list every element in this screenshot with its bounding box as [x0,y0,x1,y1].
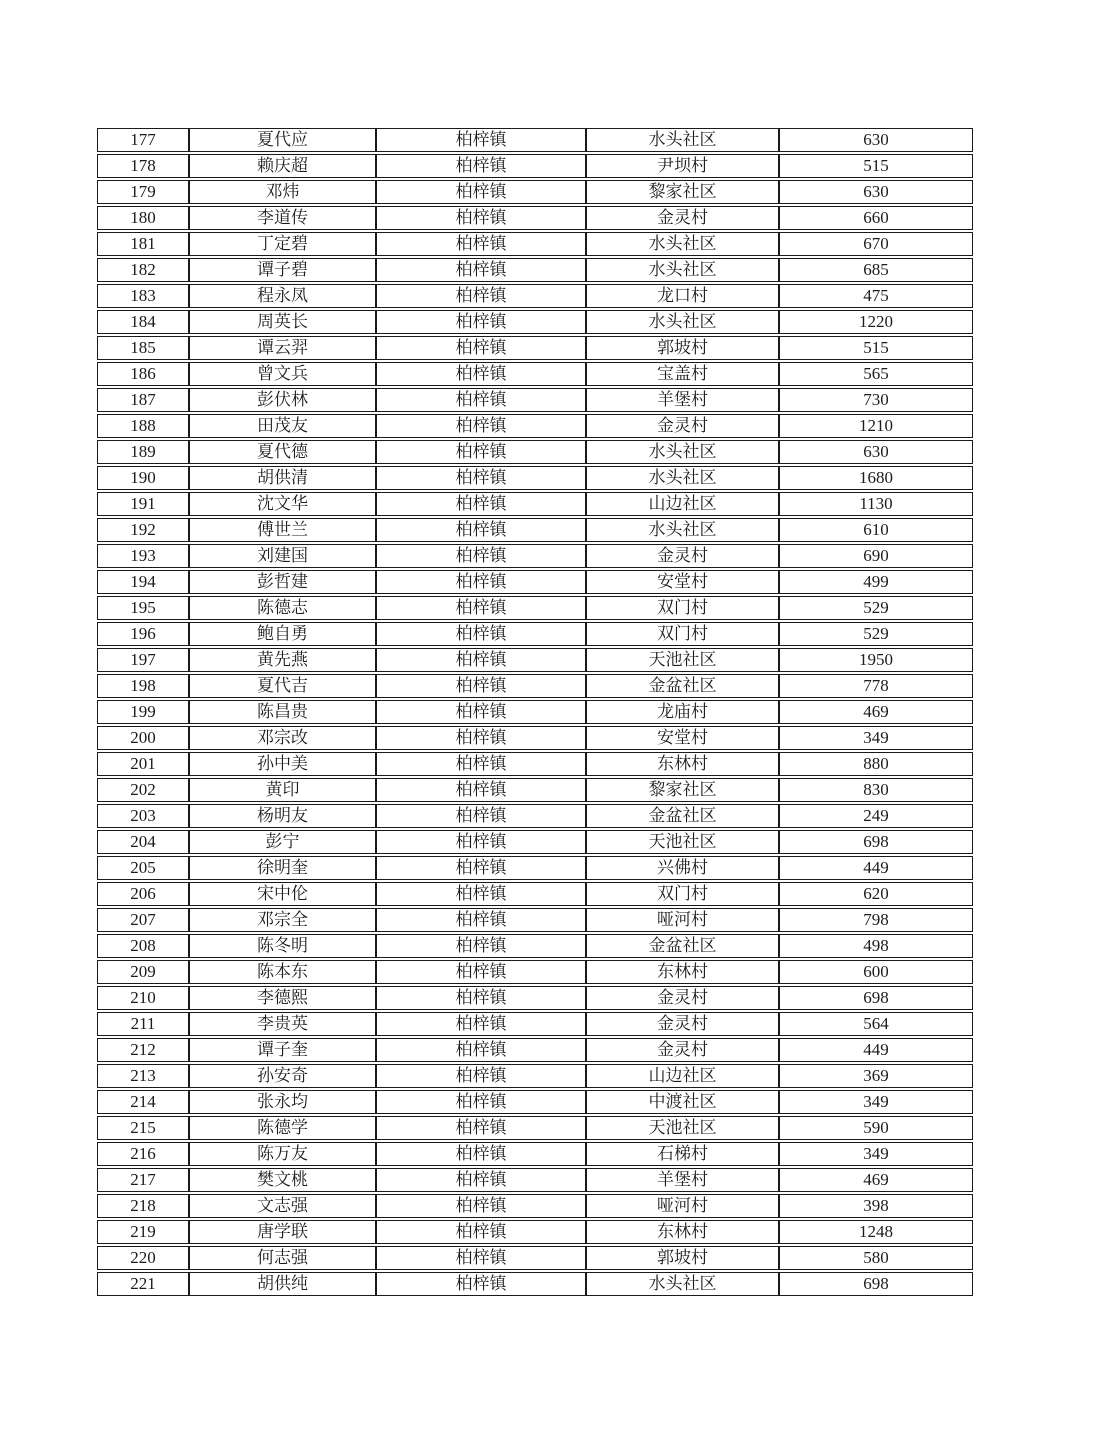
table-row [97,128,973,152]
amount-cell: 690 [779,544,973,568]
village-cell: 宝盖村 [586,362,779,386]
name-cell: 文志强 [189,1194,376,1218]
table-row [97,1194,973,1218]
town-cell: 柏梓镇 [376,1038,586,1062]
row-index-cell: 184 [97,310,189,334]
amount-cell: 698 [779,1272,973,1296]
row-index-cell: 210 [97,986,189,1010]
row-index-cell: 207 [97,908,189,932]
table-row [97,986,973,1010]
table-row [97,1090,973,1114]
amount-cell: 730 [779,388,973,412]
name-cell: 胡供纯 [189,1272,376,1296]
name-cell: 丁定碧 [189,232,376,256]
amount-cell: 515 [779,336,973,360]
name-cell: 鲍自勇 [189,622,376,646]
row-index-cell: 199 [97,700,189,724]
town-cell: 柏梓镇 [376,518,586,542]
amount-cell: 369 [779,1064,973,1088]
amount-cell: 830 [779,778,973,802]
town-cell: 柏梓镇 [376,1194,586,1218]
amount-cell: 529 [779,622,973,646]
village-cell: 安堂村 [586,726,779,750]
amount-cell: 580 [779,1246,973,1270]
table-row [97,934,973,958]
row-index-cell: 179 [97,180,189,204]
amount-cell: 670 [779,232,973,256]
name-cell: 傅世兰 [189,518,376,542]
name-cell: 谭云羿 [189,336,376,360]
table-row [97,596,973,620]
village-cell: 双门村 [586,596,779,620]
name-cell: 樊文桃 [189,1168,376,1192]
village-cell: 水头社区 [586,310,779,334]
row-index-cell: 177 [97,128,189,152]
name-cell: 谭子碧 [189,258,376,282]
village-cell: 金灵村 [586,1012,779,1036]
table-row [97,622,973,646]
amount-cell: 698 [779,986,973,1010]
town-cell: 柏梓镇 [376,934,586,958]
name-cell: 谭子奎 [189,1038,376,1062]
town-cell: 柏梓镇 [376,778,586,802]
table-row [97,466,973,490]
table-row [97,232,973,256]
table-row [97,882,973,906]
amount-cell: 698 [779,830,973,854]
row-index-cell: 185 [97,336,189,360]
town-cell: 柏梓镇 [376,1220,586,1244]
town-cell: 柏梓镇 [376,336,586,360]
town-cell: 柏梓镇 [376,570,586,594]
amount-cell: 590 [779,1116,973,1140]
town-cell: 柏梓镇 [376,1142,586,1166]
table-row [97,492,973,516]
village-cell: 东林村 [586,752,779,776]
row-index-cell: 183 [97,284,189,308]
table-row [97,908,973,932]
row-index-cell: 208 [97,934,189,958]
village-cell: 哑河村 [586,1194,779,1218]
name-cell: 杨明友 [189,804,376,828]
town-cell: 柏梓镇 [376,1246,586,1270]
row-index-cell: 201 [97,752,189,776]
name-cell: 夏代吉 [189,674,376,698]
name-cell: 沈文华 [189,492,376,516]
name-cell: 李贵英 [189,1012,376,1036]
name-cell: 孙中美 [189,752,376,776]
row-index-cell: 217 [97,1168,189,1192]
table-row [97,1116,973,1140]
village-cell: 水头社区 [586,440,779,464]
town-cell: 柏梓镇 [376,128,586,152]
name-cell: 彭宁 [189,830,376,854]
row-index-cell: 198 [97,674,189,698]
name-cell: 周英长 [189,310,376,334]
amount-cell: 515 [779,154,973,178]
town-cell: 柏梓镇 [376,284,586,308]
town-cell: 柏梓镇 [376,414,586,438]
town-cell: 柏梓镇 [376,388,586,412]
town-cell: 柏梓镇 [376,466,586,490]
amount-cell: 620 [779,882,973,906]
name-cell: 邓宗改 [189,726,376,750]
table-row [97,1064,973,1088]
row-index-cell: 188 [97,414,189,438]
village-cell: 黎家社区 [586,180,779,204]
table-row [97,414,973,438]
row-index-cell: 181 [97,232,189,256]
town-cell: 柏梓镇 [376,830,586,854]
table-row [97,154,973,178]
amount-cell: 630 [779,440,973,464]
town-cell: 柏梓镇 [376,960,586,984]
amount-cell: 778 [779,674,973,698]
town-cell: 柏梓镇 [376,1116,586,1140]
table-row [97,1142,973,1166]
row-index-cell: 216 [97,1142,189,1166]
table-row [97,258,973,282]
town-cell: 柏梓镇 [376,596,586,620]
amount-cell: 349 [779,1142,973,1166]
amount-cell: 880 [779,752,973,776]
name-cell: 孙安奇 [189,1064,376,1088]
row-index-cell: 194 [97,570,189,594]
town-cell: 柏梓镇 [376,856,586,880]
name-cell: 陈本东 [189,960,376,984]
table-row [97,700,973,724]
name-cell: 邓炜 [189,180,376,204]
name-cell: 彭哲建 [189,570,376,594]
name-cell: 张永均 [189,1090,376,1114]
village-cell: 水头社区 [586,518,779,542]
row-index-cell: 204 [97,830,189,854]
village-cell: 龙口村 [586,284,779,308]
row-index-cell: 180 [97,206,189,230]
town-cell: 柏梓镇 [376,908,586,932]
village-cell: 水头社区 [586,258,779,282]
village-cell: 郭坡村 [586,1246,779,1270]
row-index-cell: 195 [97,596,189,620]
table-row [97,856,973,880]
row-index-cell: 218 [97,1194,189,1218]
amount-cell: 498 [779,934,973,958]
village-cell: 水头社区 [586,128,779,152]
row-index-cell: 211 [97,1012,189,1036]
name-cell: 何志强 [189,1246,376,1270]
amount-cell: 660 [779,206,973,230]
table-row [97,1168,973,1192]
row-index-cell: 221 [97,1272,189,1296]
amount-cell: 449 [779,1038,973,1062]
table-row [97,544,973,568]
village-cell: 金灵村 [586,1038,779,1062]
name-cell: 田茂友 [189,414,376,438]
amount-cell: 398 [779,1194,973,1218]
name-cell: 陈昌贵 [189,700,376,724]
village-cell: 天池社区 [586,1116,779,1140]
village-cell: 兴佛村 [586,856,779,880]
name-cell: 陈万友 [189,1142,376,1166]
row-index-cell: 197 [97,648,189,672]
village-cell: 金盆社区 [586,804,779,828]
row-index-cell: 209 [97,960,189,984]
town-cell: 柏梓镇 [376,700,586,724]
town-cell: 柏梓镇 [376,492,586,516]
town-cell: 柏梓镇 [376,726,586,750]
village-cell: 石梯村 [586,1142,779,1166]
amount-cell: 798 [779,908,973,932]
village-cell: 羊堡村 [586,388,779,412]
amount-cell: 1680 [779,466,973,490]
amount-cell: 499 [779,570,973,594]
village-cell: 金灵村 [586,986,779,1010]
name-cell: 徐明奎 [189,856,376,880]
village-cell: 金灵村 [586,414,779,438]
name-cell: 程永凤 [189,284,376,308]
row-index-cell: 187 [97,388,189,412]
town-cell: 柏梓镇 [376,440,586,464]
table-row [97,1038,973,1062]
village-cell: 双门村 [586,882,779,906]
village-cell: 水头社区 [586,232,779,256]
village-cell: 中渡社区 [586,1090,779,1114]
table-row [97,752,973,776]
row-index-cell: 193 [97,544,189,568]
table-row [97,960,973,984]
name-cell: 夏代德 [189,440,376,464]
table-row [97,336,973,360]
town-cell: 柏梓镇 [376,180,586,204]
amount-cell: 349 [779,1090,973,1114]
table-row [97,830,973,854]
row-index-cell: 190 [97,466,189,490]
town-cell: 柏梓镇 [376,986,586,1010]
table-row [97,570,973,594]
town-cell: 柏梓镇 [376,1012,586,1036]
village-cell: 东林村 [586,1220,779,1244]
row-index-cell: 178 [97,154,189,178]
records-table-body [97,128,973,1296]
town-cell: 柏梓镇 [376,804,586,828]
row-index-cell: 200 [97,726,189,750]
row-index-cell: 189 [97,440,189,464]
town-cell: 柏梓镇 [376,648,586,672]
town-cell: 柏梓镇 [376,1064,586,1088]
village-cell: 山边社区 [586,1064,779,1088]
name-cell: 陈德学 [189,1116,376,1140]
village-cell: 安堂村 [586,570,779,594]
table-row [97,206,973,230]
town-cell: 柏梓镇 [376,154,586,178]
village-cell: 天池社区 [586,830,779,854]
name-cell: 唐学联 [189,1220,376,1244]
village-cell: 金盆社区 [586,674,779,698]
town-cell: 柏梓镇 [376,752,586,776]
table-row [97,726,973,750]
town-cell: 柏梓镇 [376,310,586,334]
table-row [97,1272,973,1296]
amount-cell: 1210 [779,414,973,438]
village-cell: 郭坡村 [586,336,779,360]
name-cell: 邓宗全 [189,908,376,932]
name-cell: 刘建国 [189,544,376,568]
table-row [97,310,973,334]
village-cell: 天池社区 [586,648,779,672]
town-cell: 柏梓镇 [376,1272,586,1296]
amount-cell: 529 [779,596,973,620]
village-cell: 龙庙村 [586,700,779,724]
town-cell: 柏梓镇 [376,362,586,386]
row-index-cell: 214 [97,1090,189,1114]
amount-cell: 600 [779,960,973,984]
table-row [97,388,973,412]
amount-cell: 1950 [779,648,973,672]
town-cell: 柏梓镇 [376,674,586,698]
table-row [97,180,973,204]
table-row [97,674,973,698]
table-row [97,1246,973,1270]
village-cell: 羊堡村 [586,1168,779,1192]
amount-cell: 1248 [779,1220,973,1244]
town-cell: 柏梓镇 [376,882,586,906]
amount-cell: 630 [779,180,973,204]
village-cell: 金盆社区 [586,934,779,958]
row-index-cell: 220 [97,1246,189,1270]
row-index-cell: 219 [97,1220,189,1244]
village-cell: 黎家社区 [586,778,779,802]
amount-cell: 449 [779,856,973,880]
village-cell: 东林村 [586,960,779,984]
name-cell: 李德熙 [189,986,376,1010]
amount-cell: 1130 [779,492,973,516]
table-row [97,362,973,386]
name-cell: 夏代应 [189,128,376,152]
amount-cell: 610 [779,518,973,542]
row-index-cell: 186 [97,362,189,386]
village-cell: 山边社区 [586,492,779,516]
town-cell: 柏梓镇 [376,1168,586,1192]
row-index-cell: 206 [97,882,189,906]
village-cell: 双门村 [586,622,779,646]
name-cell: 胡供清 [189,466,376,490]
table-row [97,440,973,464]
table-row [97,284,973,308]
name-cell: 黄印 [189,778,376,802]
amount-cell: 1220 [779,310,973,334]
amount-cell: 630 [779,128,973,152]
amount-cell: 565 [779,362,973,386]
row-index-cell: 212 [97,1038,189,1062]
amount-cell: 469 [779,1168,973,1192]
amount-cell: 469 [779,700,973,724]
table-row [97,778,973,802]
town-cell: 柏梓镇 [376,206,586,230]
row-index-cell: 191 [97,492,189,516]
row-index-cell: 203 [97,804,189,828]
row-index-cell: 192 [97,518,189,542]
name-cell: 曾文兵 [189,362,376,386]
table-row [97,518,973,542]
records-table [97,126,973,1298]
village-cell: 尹坝村 [586,154,779,178]
name-cell: 陈德志 [189,596,376,620]
table-row [97,1012,973,1036]
town-cell: 柏梓镇 [376,622,586,646]
amount-cell: 249 [779,804,973,828]
row-index-cell: 213 [97,1064,189,1088]
amount-cell: 349 [779,726,973,750]
village-cell: 水头社区 [586,466,779,490]
table-row [97,1220,973,1244]
amount-cell: 685 [779,258,973,282]
village-cell: 水头社区 [586,1272,779,1296]
name-cell: 陈冬明 [189,934,376,958]
town-cell: 柏梓镇 [376,544,586,568]
amount-cell: 564 [779,1012,973,1036]
name-cell: 黄先燕 [189,648,376,672]
name-cell: 宋中伦 [189,882,376,906]
row-index-cell: 205 [97,856,189,880]
row-index-cell: 215 [97,1116,189,1140]
table-row [97,804,973,828]
row-index-cell: 202 [97,778,189,802]
town-cell: 柏梓镇 [376,1090,586,1114]
village-cell: 哑河村 [586,908,779,932]
village-cell: 金灵村 [586,544,779,568]
town-cell: 柏梓镇 [376,258,586,282]
village-cell: 金灵村 [586,206,779,230]
town-cell: 柏梓镇 [376,232,586,256]
amount-cell: 475 [779,284,973,308]
name-cell: 赖庆超 [189,154,376,178]
table-row [97,648,973,672]
name-cell: 彭伏林 [189,388,376,412]
name-cell: 李道传 [189,206,376,230]
row-index-cell: 196 [97,622,189,646]
row-index-cell: 182 [97,258,189,282]
